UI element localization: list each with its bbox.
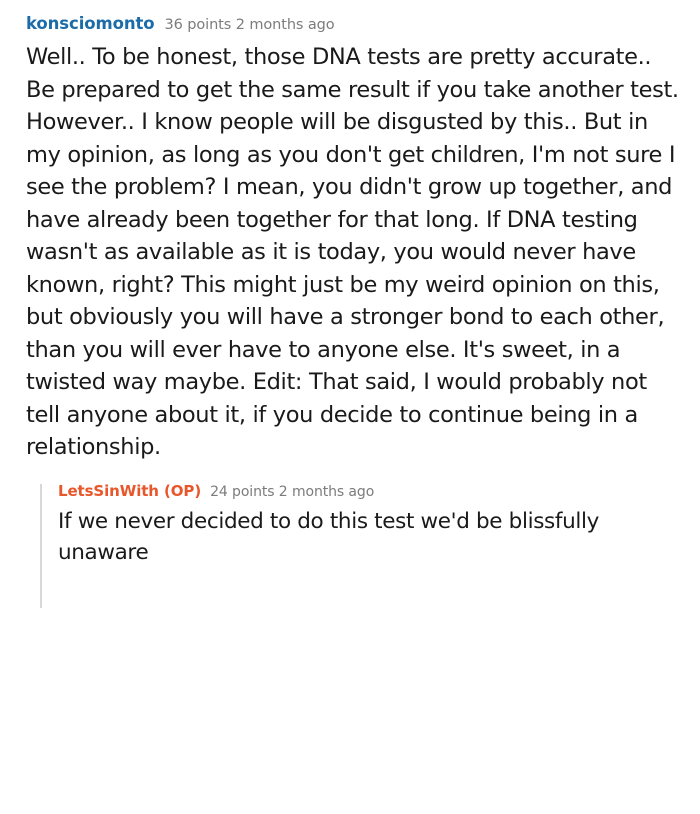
reply-meta: 24 points 2 months ago: [210, 483, 375, 500]
comment-reply: [40, 482, 682, 568]
comment-header: [26, 14, 682, 33]
comment-author[interactable]: konsciomonto: [26, 14, 155, 33]
comment-top-level: [26, 14, 686, 464]
comment-meta: 36 points 2 months ago: [164, 17, 335, 33]
reply-author[interactable]: LetsSinWith (OP): [58, 481, 202, 500]
reply-header: [58, 482, 682, 500]
comment-body: Well.. To be honest, those DNA tests are pretty accurate.. Be prepared to get the same result if you take another test. However.. I know people will be disgusted by this.. But in my opinion, as long as you don't get children, I'm not sure I see the problem? I mean, you didn't grow up together, and have already been together for that long. If DNA testing wasn't as available as it is today, you would never have known, right? This might just be my weird opinion on this, but obviously you will have a stronger bond to each other, than you will ever have to anyone else. It's sweet, in a twisted way maybe. Edit: That said, I would probably not tell anyone about it, if you decide to continue being in a relationship.: [26, 44, 686, 460]
reply-body: If we never decided to do this test we'd be blissfully unaware: [58, 508, 606, 565]
